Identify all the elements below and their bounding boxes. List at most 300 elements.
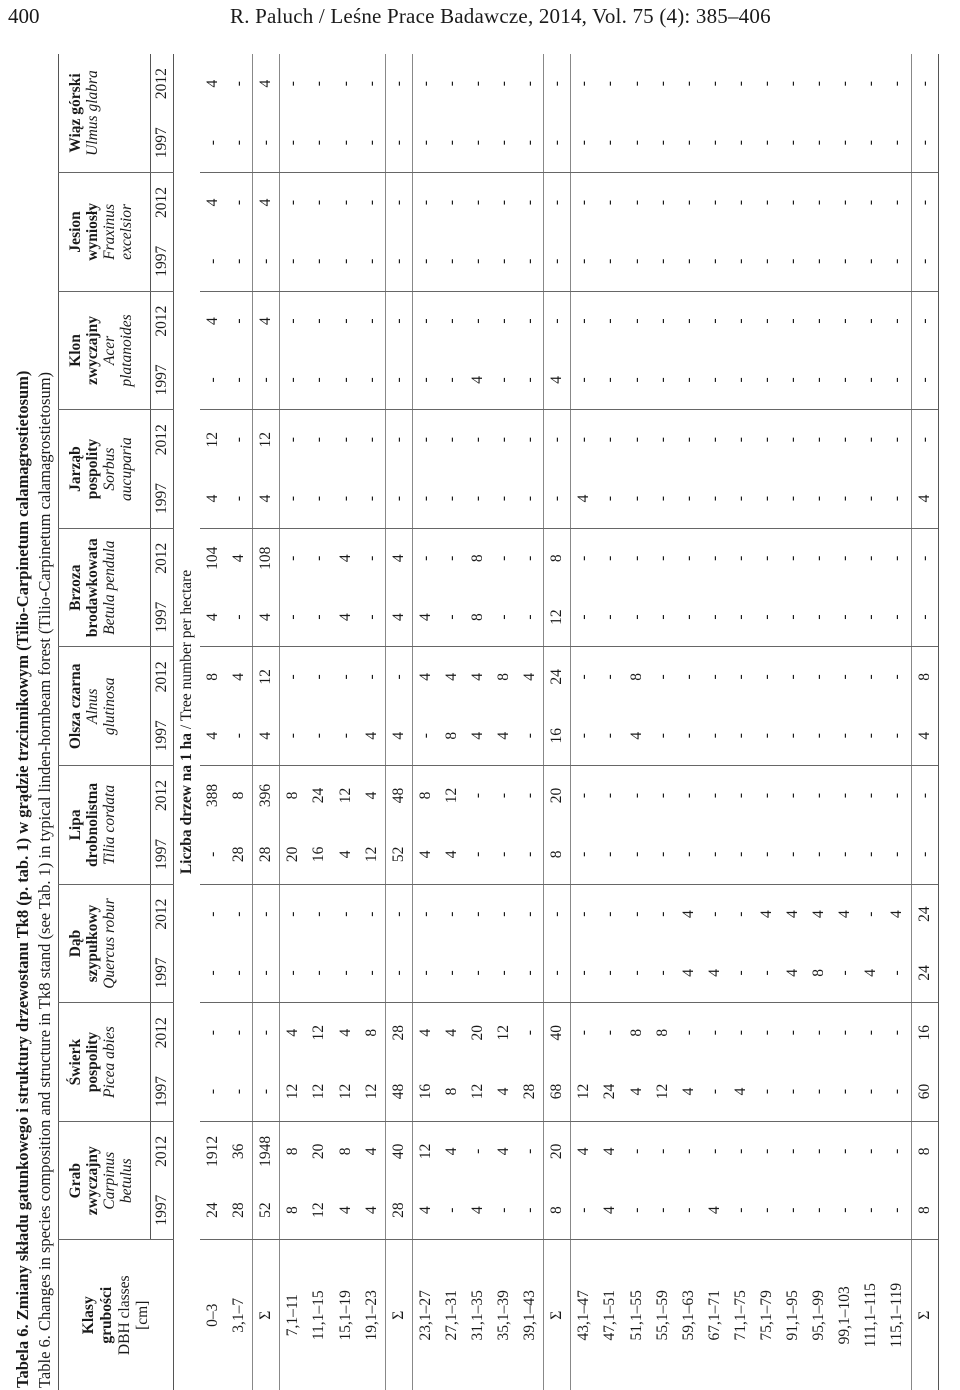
cell-value: - bbox=[888, 1030, 906, 1036]
cell-value: 8 bbox=[280, 1121, 307, 1180]
cell-value: 12 bbox=[442, 787, 460, 804]
cell-value: - bbox=[728, 113, 754, 172]
cell-value: - bbox=[806, 1181, 832, 1240]
table-caption bbox=[12, 68, 56, 1388]
cell-value: 4 bbox=[784, 910, 802, 918]
cell-value: - bbox=[731, 437, 749, 443]
cell-value: 20 bbox=[280, 825, 307, 884]
cell-value: - bbox=[230, 199, 248, 206]
cell-value: - bbox=[888, 81, 906, 87]
cell-value: - bbox=[836, 81, 854, 87]
cell-value: 8 bbox=[911, 1181, 938, 1240]
cell-value: - bbox=[702, 706, 728, 765]
cell-value: - bbox=[653, 1148, 671, 1154]
year-header: 2012 bbox=[151, 54, 174, 113]
cell-value: 12 bbox=[465, 1062, 491, 1121]
year-header: 1997 bbox=[151, 350, 174, 409]
cell-value: - bbox=[385, 944, 412, 1003]
cell-value: - bbox=[571, 647, 598, 706]
cell-value: - bbox=[784, 1148, 802, 1154]
cell-value: 12 bbox=[412, 1121, 439, 1180]
cell-value: - bbox=[806, 113, 832, 172]
cell-value: - bbox=[359, 113, 386, 172]
cell-value: - bbox=[676, 1181, 702, 1240]
cell-value: 28 bbox=[226, 825, 253, 884]
cell-value: - bbox=[280, 469, 307, 528]
species-header-2 bbox=[59, 884, 151, 1003]
cell-value: 4 bbox=[858, 944, 884, 1003]
cell-value: 4 bbox=[911, 469, 938, 528]
cell-value: - bbox=[571, 173, 598, 232]
cell-value: 24 bbox=[310, 787, 328, 804]
cell-value: - bbox=[336, 911, 354, 917]
cell-value: - bbox=[679, 792, 697, 799]
cell-value: 12 bbox=[204, 431, 222, 448]
year-header: 1997 bbox=[151, 1062, 174, 1121]
cell-value: - bbox=[601, 81, 619, 87]
cell-value: - bbox=[780, 350, 806, 409]
cell-value: - bbox=[832, 1181, 858, 1240]
cell-value: - bbox=[465, 232, 491, 291]
cell-value: - bbox=[517, 469, 544, 528]
cell-value: - bbox=[495, 318, 513, 324]
species-lat2: glutinosa bbox=[101, 677, 118, 736]
species-header-7 bbox=[59, 291, 151, 410]
cell-value: - bbox=[412, 944, 439, 1003]
sum-row bbox=[911, 54, 938, 1390]
cell-value: - bbox=[858, 588, 884, 647]
cell-value: - bbox=[784, 199, 802, 206]
cell-value: 4 bbox=[676, 944, 702, 1003]
cell-value: - bbox=[226, 350, 253, 409]
cell-value: - bbox=[412, 410, 439, 469]
cell-value: 1948 bbox=[253, 1121, 280, 1180]
cell-value: - bbox=[359, 588, 386, 647]
cell-value: - bbox=[362, 437, 380, 443]
page-header bbox=[0, 0, 960, 40]
cell-value: - bbox=[624, 588, 650, 647]
cell-value: 4 bbox=[442, 1028, 460, 1037]
cell-value: - bbox=[705, 199, 723, 206]
cell-value: - bbox=[832, 944, 858, 1003]
cell-value: - bbox=[676, 588, 702, 647]
cell-value: - bbox=[806, 1062, 832, 1121]
cell-value: - bbox=[597, 944, 623, 1003]
cell-value: - bbox=[204, 911, 222, 917]
year-header: 2012 bbox=[151, 766, 174, 825]
cell-value: - bbox=[468, 437, 486, 443]
cell-value: - bbox=[884, 825, 911, 884]
cell-value: - bbox=[862, 674, 880, 680]
cell-value: - bbox=[571, 825, 598, 884]
cell-value: 12 bbox=[306, 1181, 332, 1240]
cell-value: - bbox=[332, 113, 358, 172]
cell-value: - bbox=[544, 113, 571, 172]
cell-value: - bbox=[571, 1181, 598, 1240]
cell-value: 8 bbox=[911, 1121, 938, 1180]
table-row bbox=[280, 54, 307, 1390]
cell-value: - bbox=[832, 469, 858, 528]
cell-value: - bbox=[780, 1181, 806, 1240]
cell-value: 8 bbox=[544, 825, 571, 884]
cell-value: - bbox=[806, 825, 832, 884]
cell-value: - bbox=[653, 199, 671, 206]
cell-value: - bbox=[832, 1062, 858, 1121]
cell-value: 24 bbox=[200, 1181, 226, 1240]
cell-value: - bbox=[702, 588, 728, 647]
cell-value: 4 bbox=[412, 588, 439, 647]
cell-value: - bbox=[754, 825, 780, 884]
class-label: 67,1–71 bbox=[705, 1290, 723, 1341]
cell-value: - bbox=[359, 944, 386, 1003]
cell-value: - bbox=[911, 825, 938, 884]
cell-value: - bbox=[754, 469, 780, 528]
cell-value: 28 bbox=[385, 1003, 412, 1062]
year-header: 1997 bbox=[151, 232, 174, 291]
cell-value: - bbox=[731, 792, 749, 799]
cell-value: - bbox=[495, 437, 513, 443]
cell-value: - bbox=[468, 318, 486, 324]
species-pl2: drobnolistna bbox=[84, 782, 101, 867]
cell-value: - bbox=[597, 232, 623, 291]
class-label: 71,1–75 bbox=[731, 1290, 749, 1341]
cell-value: - bbox=[517, 113, 544, 172]
class-label: 0–3 bbox=[204, 1303, 222, 1327]
cell-value: - bbox=[332, 469, 358, 528]
cell-value: - bbox=[884, 588, 911, 647]
cell-value: - bbox=[862, 1030, 880, 1036]
cell-value: - bbox=[385, 469, 412, 528]
cell-value: 4 bbox=[412, 647, 439, 706]
cell-value: - bbox=[888, 792, 906, 799]
cell-value: - bbox=[517, 706, 544, 765]
cell-value: - bbox=[858, 469, 884, 528]
cell-value: - bbox=[911, 528, 938, 587]
cell-value: 8 bbox=[230, 791, 248, 800]
cell-value: - bbox=[468, 792, 486, 799]
species-lat2: betulus bbox=[118, 1158, 135, 1204]
cell-value: - bbox=[836, 792, 854, 799]
cell-value: - bbox=[731, 199, 749, 206]
cell-value: - bbox=[702, 113, 728, 172]
cell-value: 4 bbox=[465, 706, 491, 765]
cell-value: - bbox=[332, 706, 358, 765]
cell-value: 4 bbox=[253, 54, 280, 113]
cell-value: - bbox=[754, 113, 780, 172]
cell-value: - bbox=[439, 1181, 465, 1240]
cell-value: - bbox=[571, 1003, 598, 1062]
cell-value: 12 bbox=[280, 1062, 307, 1121]
cell-value: - bbox=[468, 81, 486, 87]
cell-value: - bbox=[624, 944, 650, 1003]
class-label: 31,1–35 bbox=[468, 1290, 486, 1341]
cell-value: - bbox=[362, 318, 380, 324]
cell-value: - bbox=[832, 232, 858, 291]
cell-value: 16 bbox=[544, 706, 571, 765]
cell-value: 16 bbox=[911, 1003, 938, 1062]
cell-value: 4 bbox=[332, 588, 358, 647]
cell-value: 4 bbox=[624, 1062, 650, 1121]
cell-value: - bbox=[571, 291, 598, 350]
cell-value: - bbox=[439, 469, 465, 528]
cell-value: - bbox=[754, 1181, 780, 1240]
cell-value: - bbox=[862, 911, 880, 917]
cell-value: - bbox=[884, 232, 911, 291]
cell-value: - bbox=[253, 350, 280, 409]
cell-value: - bbox=[784, 1030, 802, 1036]
cell-value: - bbox=[412, 884, 439, 943]
cell-value: 8 bbox=[439, 706, 465, 765]
cell-value: - bbox=[836, 674, 854, 680]
species-pl1: Olsza czarna bbox=[67, 663, 84, 750]
year-header: 2012 bbox=[151, 173, 174, 232]
cell-value: 4 bbox=[253, 588, 280, 647]
cell-value: - bbox=[601, 437, 619, 443]
cell-value: - bbox=[627, 555, 645, 561]
cell-value: - bbox=[601, 1030, 619, 1036]
cell-value: - bbox=[332, 232, 358, 291]
cell-value: - bbox=[780, 1062, 806, 1121]
cell-value: - bbox=[412, 706, 439, 765]
cell-value: 4 bbox=[465, 1181, 491, 1240]
cell-value: - bbox=[571, 113, 598, 172]
cell-value: - bbox=[624, 232, 650, 291]
cell-value: - bbox=[705, 437, 723, 443]
cell-value: - bbox=[728, 825, 754, 884]
cell-value: 8 bbox=[362, 1028, 380, 1037]
cell-value: - bbox=[385, 291, 412, 350]
cell-value: - bbox=[705, 674, 723, 680]
cell-value: 4 bbox=[230, 554, 248, 563]
unit-band-pl: Liczba drzew na 1 ha bbox=[178, 732, 195, 875]
cell-value: - bbox=[359, 350, 386, 409]
cell-value: - bbox=[517, 232, 544, 291]
cell-value: - bbox=[412, 54, 439, 113]
cell-value: 20 bbox=[544, 1121, 571, 1180]
cell-value: - bbox=[385, 232, 412, 291]
cell-value: - bbox=[495, 792, 513, 799]
cell-value: 4 bbox=[280, 1003, 307, 1062]
cell-value: - bbox=[336, 318, 354, 324]
cell-value: - bbox=[253, 113, 280, 172]
table-row bbox=[676, 54, 702, 1390]
table-row bbox=[200, 54, 226, 1390]
cell-value: - bbox=[280, 350, 307, 409]
cell-value: 4 bbox=[359, 706, 386, 765]
cell-value: - bbox=[624, 469, 650, 528]
cell-value: - bbox=[442, 318, 460, 324]
class-label: 19,1–23 bbox=[362, 1290, 380, 1341]
cell-value: - bbox=[728, 1181, 754, 1240]
cell-value: - bbox=[705, 1148, 723, 1154]
cell-value: - bbox=[200, 232, 226, 291]
class-label: 23,1–27 bbox=[412, 1240, 439, 1390]
species-pl2: zwyczajny bbox=[84, 1146, 101, 1216]
cell-value: - bbox=[653, 674, 671, 680]
cell-value: - bbox=[911, 54, 938, 113]
table-row bbox=[832, 54, 858, 1390]
cell-value: - bbox=[571, 232, 598, 291]
cell-value: - bbox=[888, 437, 906, 443]
cell-value: 24 bbox=[911, 884, 938, 943]
class-header-en: DBH classes bbox=[116, 1275, 133, 1356]
cell-value: 28 bbox=[385, 1181, 412, 1240]
cell-value: - bbox=[571, 944, 598, 1003]
table-row bbox=[780, 54, 806, 1390]
cell-value: - bbox=[226, 1062, 253, 1121]
cell-value: - bbox=[653, 81, 671, 87]
unit-band-en: / Tree number per hectare bbox=[178, 569, 195, 733]
species-lat1: Picea abies bbox=[101, 1026, 118, 1099]
cell-value: - bbox=[705, 1030, 723, 1036]
cell-value: 4 bbox=[362, 791, 380, 800]
cell-value: - bbox=[832, 350, 858, 409]
cell-value: - bbox=[884, 944, 911, 1003]
cell-value: - bbox=[832, 588, 858, 647]
cell-value: - bbox=[624, 350, 650, 409]
cell-value: - bbox=[836, 1148, 854, 1154]
cell-value: - bbox=[385, 173, 412, 232]
cell-value: - bbox=[836, 437, 854, 443]
cell-value: - bbox=[627, 199, 645, 206]
cell-value: 4 bbox=[439, 825, 465, 884]
cell-value: 12 bbox=[253, 647, 280, 706]
cell-value: - bbox=[412, 350, 439, 409]
cell-value: - bbox=[728, 350, 754, 409]
cell-value: - bbox=[597, 706, 623, 765]
cell-value: - bbox=[653, 437, 671, 443]
species-pl2: pospolity bbox=[84, 1031, 101, 1093]
cell-value: - bbox=[306, 350, 332, 409]
cell-value: - bbox=[306, 232, 332, 291]
cell-value: 8 bbox=[495, 673, 513, 681]
class-label: 51,1–55 bbox=[627, 1290, 645, 1341]
species-header-1 bbox=[59, 1003, 151, 1122]
species-lat1: Tilia cordata bbox=[101, 784, 118, 865]
cell-value: 40 bbox=[544, 1003, 571, 1062]
cell-value: - bbox=[731, 1030, 749, 1036]
cell-value: - bbox=[702, 469, 728, 528]
cell-value: - bbox=[624, 1181, 650, 1240]
cell-value: 4 bbox=[200, 588, 226, 647]
table-row bbox=[728, 54, 754, 1390]
cell-value: - bbox=[728, 232, 754, 291]
cell-value: - bbox=[597, 113, 623, 172]
cell-value: - bbox=[705, 555, 723, 561]
cell-value: - bbox=[884, 469, 911, 528]
cell-value: - bbox=[362, 674, 380, 680]
cell-value: 16 bbox=[306, 825, 332, 884]
cell-value: - bbox=[332, 350, 358, 409]
cell-value: - bbox=[310, 199, 328, 206]
caption-english: Table 6. Changes in species composition and structure in Tk8 stand (see Tab. 1) in typical linden-hornbeam forest (Tilio-Carpinetum calamagrostietosum) bbox=[35, 371, 54, 1388]
cell-value: - bbox=[253, 1003, 280, 1062]
cell-value: - bbox=[728, 469, 754, 528]
species-lat2: aucuparia bbox=[118, 437, 135, 501]
class-label: 99,1–103 bbox=[836, 1286, 854, 1345]
cell-value: - bbox=[679, 437, 697, 443]
cell-value: - bbox=[731, 81, 749, 87]
cell-value: - bbox=[310, 437, 328, 443]
cell-value: - bbox=[571, 410, 598, 469]
cell-value: 8 bbox=[412, 766, 439, 825]
cell-value: - bbox=[911, 410, 938, 469]
cell-value: 4 bbox=[332, 1181, 358, 1240]
cell-value: - bbox=[280, 706, 307, 765]
cell-value: - bbox=[310, 555, 328, 561]
cell-value: - bbox=[442, 81, 460, 87]
cell-value: - bbox=[385, 54, 412, 113]
species-lat1: Carpinus bbox=[101, 1151, 118, 1210]
cell-value: - bbox=[780, 469, 806, 528]
species-header-3 bbox=[59, 766, 151, 885]
cell-value: 4 bbox=[412, 1181, 439, 1240]
cell-value: - bbox=[491, 113, 517, 172]
cell-value: - bbox=[911, 232, 938, 291]
cell-value: - bbox=[810, 199, 828, 206]
cell-value: - bbox=[858, 350, 884, 409]
cell-value: - bbox=[650, 588, 676, 647]
cell-value: 24 bbox=[911, 944, 938, 1003]
cell-value: - bbox=[810, 1148, 828, 1154]
cell-value: 4 bbox=[758, 910, 776, 918]
cell-value: - bbox=[226, 113, 253, 172]
class-header-unit: [cm] bbox=[134, 1300, 151, 1330]
species-pl2: zwyczajny bbox=[84, 316, 101, 385]
cell-value: - bbox=[810, 674, 828, 680]
cell-value: - bbox=[439, 232, 465, 291]
table-row bbox=[754, 54, 780, 1390]
cell-value: - bbox=[385, 647, 412, 706]
cell-value: 4 bbox=[359, 1181, 386, 1240]
cell-value: - bbox=[336, 674, 354, 680]
cell-value: 8 bbox=[544, 1181, 571, 1240]
cell-value: - bbox=[439, 588, 465, 647]
cell-value: 16 bbox=[412, 1062, 439, 1121]
cell-value: - bbox=[858, 706, 884, 765]
cell-value: - bbox=[412, 291, 439, 350]
species-header-4 bbox=[59, 647, 151, 766]
cell-value: 4 bbox=[385, 706, 412, 765]
cell-value: 20 bbox=[544, 766, 571, 825]
cell-value: - bbox=[517, 825, 544, 884]
cell-value: - bbox=[780, 706, 806, 765]
cell-value: 4 bbox=[442, 673, 460, 681]
cell-value: - bbox=[650, 1181, 676, 1240]
cell-value: - bbox=[650, 350, 676, 409]
species-pl1: Wiąz górski bbox=[67, 73, 84, 153]
class-label: Σ bbox=[253, 1240, 280, 1390]
cell-value: 12 bbox=[332, 1062, 358, 1121]
table-row bbox=[412, 54, 439, 1390]
cell-value: - bbox=[597, 469, 623, 528]
cell-value: 60 bbox=[911, 1062, 938, 1121]
cell-value: - bbox=[650, 825, 676, 884]
cell-value: 12 bbox=[650, 1062, 676, 1121]
cell-value: - bbox=[784, 555, 802, 561]
cell-value: 4 bbox=[336, 554, 354, 563]
cell-value: 4 bbox=[491, 706, 517, 765]
rotated-table-page bbox=[0, 50, 960, 1390]
cell-value: - bbox=[679, 199, 697, 206]
cell-value: - bbox=[280, 528, 307, 587]
cell-value: - bbox=[468, 1148, 486, 1154]
cell-value: - bbox=[200, 350, 226, 409]
cell-value: - bbox=[650, 706, 676, 765]
table-row bbox=[517, 54, 544, 1390]
cell-value: - bbox=[758, 792, 776, 799]
cell-value: - bbox=[810, 81, 828, 87]
